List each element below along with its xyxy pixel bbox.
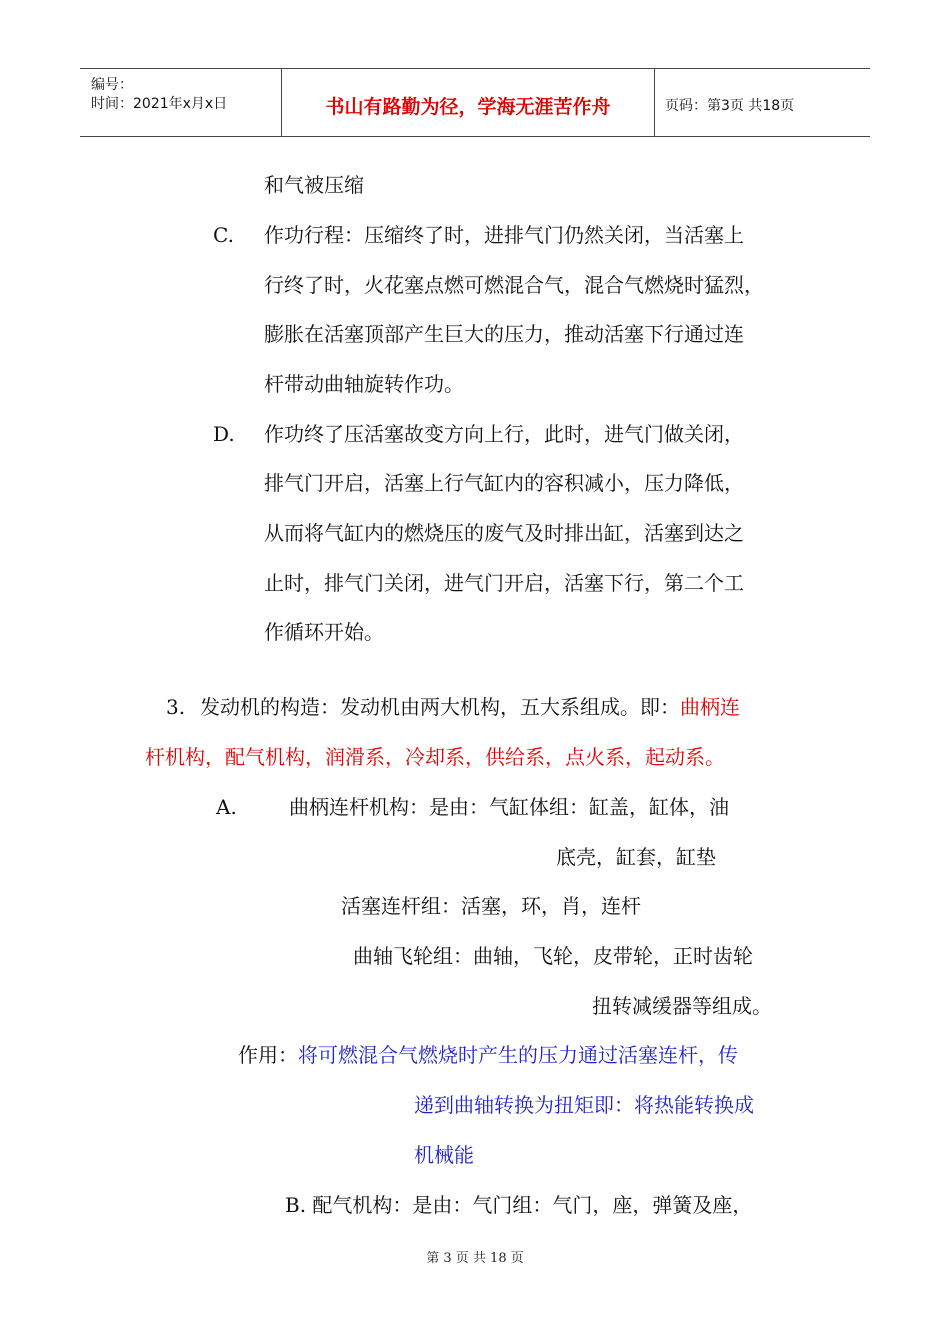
body-line: 活塞连杆组：活塞，环，肖，连杆 (341, 894, 641, 918)
body-line: 和气被压缩 (264, 173, 364, 197)
function-label: 作用： (238, 1043, 298, 1067)
section-3-marker: 3. (166, 695, 186, 719)
body-line: 膨胀在活塞顶部产生巨大的压力，推动活塞下行通过连 (264, 322, 744, 346)
body-line: 杆带动曲轴旋转作功。 (264, 372, 464, 396)
body-line: 曲轴飞轮组：曲轴，飞轮，皮带轮，正时齿轮 (353, 944, 753, 968)
doc-number-label: 编号： (91, 77, 133, 93)
header-page-cell (655, 69, 870, 136)
body-line: 作功行程：压缩终了时，进排气门仍然关闭，当活塞上 (264, 223, 744, 247)
function-text-cont: 递到曲轴转换为扭矩即：将热能转换成 (414, 1093, 754, 1117)
section-3-highlight: 曲柄连 (680, 695, 740, 719)
body-line: 从而将气缸内的燃烧压的废气及时排出缸，活塞到达之 (264, 521, 744, 545)
function-line (238, 1042, 738, 1068)
body-line: 底壳，缸套，缸垫 (556, 845, 716, 869)
page-footer: 第 3 页 共 18 页 (426, 1251, 524, 1266)
body-line: B. 配气机构：是由：气门组：气门，座，弹簧及座， (285, 1193, 753, 1217)
body-line: 作功终了压活塞故变方向上行，此时，进气门做关闭， (264, 422, 744, 446)
doc-date-label: 时间：2021年x月x日 (91, 96, 228, 112)
item-marker-c: C. (213, 223, 234, 247)
item-marker-a: A. (216, 795, 237, 819)
body-line: 排气门开启，活塞上行气缸内的容积减小，压力降低， (264, 471, 744, 495)
body-line: 作循环开始。 (264, 620, 384, 644)
section-3-heading (200, 694, 740, 720)
section-3-highlight-cont: 杆机构，配气机构，润滑系，冷却系，供给系，点火系，起动系。 (145, 745, 725, 769)
body-line: 行终了时，火花塞点燃可燃混合气，混合气燃烧时猛烈， (264, 273, 764, 297)
header-meta-cell (80, 69, 282, 136)
body-line: 止时，排气门关闭，进气门开启，活塞下行，第二个工 (264, 571, 744, 595)
function-text: 将可燃混合气燃烧时产生的压力通过活塞连杆，传 (298, 1043, 738, 1067)
section-3-text: 发动机的构造：发动机由两大机构，五大系组成。即： (200, 695, 680, 719)
header-page-number: 页码：第3页 共18页 (665, 98, 795, 114)
function-text-cont: 机械能 (414, 1143, 474, 1167)
header-motto-cell (282, 69, 655, 136)
item-marker-d: D. (213, 422, 235, 446)
body-line: 曲柄连杆机构：是由：气缸体组：缸盖，缸体，油 (289, 795, 729, 819)
header-motto: 书山有路勤为径，学海无涯苦作舟 (325, 96, 611, 118)
page-header (80, 68, 870, 137)
body-line: 扭转减缓器等组成。 (592, 994, 772, 1018)
